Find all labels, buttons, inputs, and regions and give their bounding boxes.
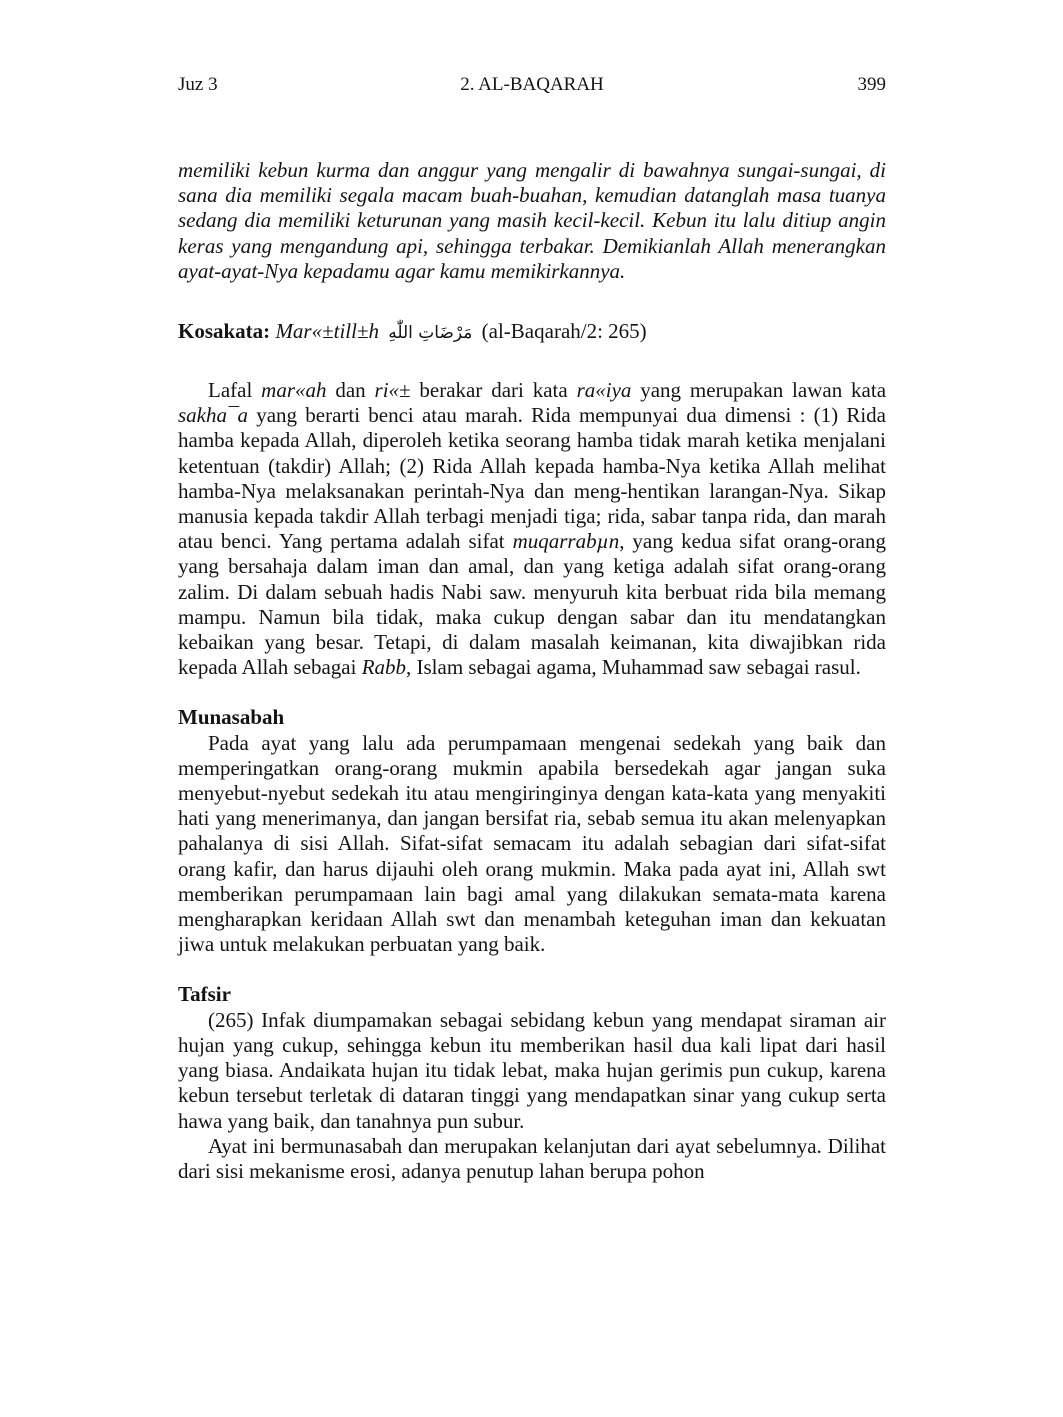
munasabah-section [178, 705, 886, 957]
kosakata-line [178, 316, 886, 348]
text-run: dan [326, 378, 375, 403]
tafsir-heading: Tafsir [178, 982, 231, 1007]
kosakata-label: Kosakata: [178, 319, 271, 344]
text-run: berakar dari kata [410, 378, 577, 403]
text-run: yang berarti benci atau marah. Rida mempunyai dua dimensi : (1) Rida hamba kepada Allah, diperoleh ketika seorang hamba tidak marah ketika menjalani ketentuan (takdir) Allah; (2) Rida Allah kepada hamba-Nya ketika Allah melihat hamba-Nya melaksanakan perintah-Nya dan meng-hentikan larangan-Nya. Sikap manusia kepada takdir Allah terbagi menjadi tiga; rida, sabar tanpa rida, dan marah atau benci. Yang pertama adalah sifat [178, 403, 886, 554]
italic-term: muqarrabµn [512, 529, 620, 554]
verse-translation: memiliki kebun kurma dan anggur yang mengalir di bawahnya sungai-sungai, di sana dia memiliki segala macam buah-buahan, kemudian datanglah masa tuanya sedang dia memiliki keturunan yang masih kecil-kecil. Kebun itu lalu ditiup angin keras yang mengandung api, sehingga terbakar. Demikianlah Allah menerangkan ayat-ayat-Nya kepadamu agar kamu memikirkannya. [178, 158, 886, 283]
kosakata-reference: (al-Baqarah/2: 265) [481, 319, 647, 344]
page-number: 399 [857, 74, 886, 95]
text-run: , yang kedua sifat orang-orang yang bersahaja dalam iman dan amal, dan yang ketiga adalah sifat orang-orang zalim. Di dalam sebuah hadis Nabi saw. menyuruh kita berbuat rida bila memang mampu. Namun bila tidak, maka cukup dengan sabar dan itu mendatangkan kebaikan yang besar. Tetapi, di dalam masalah keimanan, kita diwajibkan rida kepada Allah sebagai [178, 529, 886, 680]
lafal-paragraph [178, 378, 886, 680]
munasabah-paragraph: Pada ayat yang lalu ada perumpamaan mengenai sedekah yang baik dan memperingatkan orang-orang mukmin apabila bersedekah agar jangan suka menyebut-nyebut sedekah itu atau mengiringinya dengan kata-kata yang menyakiti hati yang menerimanya, dan jangan bersifat ria, sebab semua itu akan melenyapkan pahalanya di sisi Allah. Sifat-sifat semacam itu adalah sebagian dari sifat-sifat orang kafir, dan harus dijauhi oleh orang mukmin. Maka pada ayat ini, Allah swt memberikan perumpamaan lain bagi amal yang dilakukan semata-mata karena mengharapkan keridaan Allah swt dan menambah keteguhan iman dan kekuatan jiwa untuk melakukan perbuatan yang baik. [178, 730, 886, 957]
italic-term: ra«iya [576, 378, 632, 403]
tafsir-paragraph-1: (265) Infak diumpamakan sebagai sebidang kebun yang mendapat siraman air hujan yang cukup, sehingga kebun itu memberikan hasil dua kali lipat dari hasil yang biasa. Andaikata hujan itu tidak lebat, maka hujan gerimis pun cukup, karena kebun tersebut terletak di dataran tinggi yang mendapatkan sinar yang cukup serta hawa yang baik, dan tanahnya pun subur. [178, 1007, 886, 1133]
juz-label: Juz 3 [178, 74, 218, 95]
italic-term: mar«ah [261, 378, 327, 403]
kosakata-arabic: مَرْضَاتِ اللّٰهِ [388, 323, 473, 344]
italic-term: ri«± [374, 378, 411, 403]
text-run: yang merupakan lawan kata [631, 378, 887, 403]
page-body [178, 158, 886, 1184]
text-run: , Islam sebagai agama, Muhammad saw sebagai rasul. [406, 655, 861, 680]
kosakata-transliteration: Mar«±till±h [275, 319, 379, 344]
italic-term: Rabb [361, 655, 407, 680]
munasabah-heading: Munasabah [178, 705, 285, 730]
text-run: Lafal [208, 378, 262, 403]
tafsir-paragraph-2: Ayat ini bermunasabah dan merupakan kelanjutan dari ayat sebelumnya. Dilihat dari sisi mekanisme erosi, adanya penutup lahan berupa pohon [178, 1133, 886, 1183]
italic-term: sakha¯a [178, 403, 248, 428]
running-header [178, 72, 886, 98]
surah-title: 2. AL-BAQARAH [460, 74, 604, 95]
tafsir-section [178, 982, 886, 1184]
